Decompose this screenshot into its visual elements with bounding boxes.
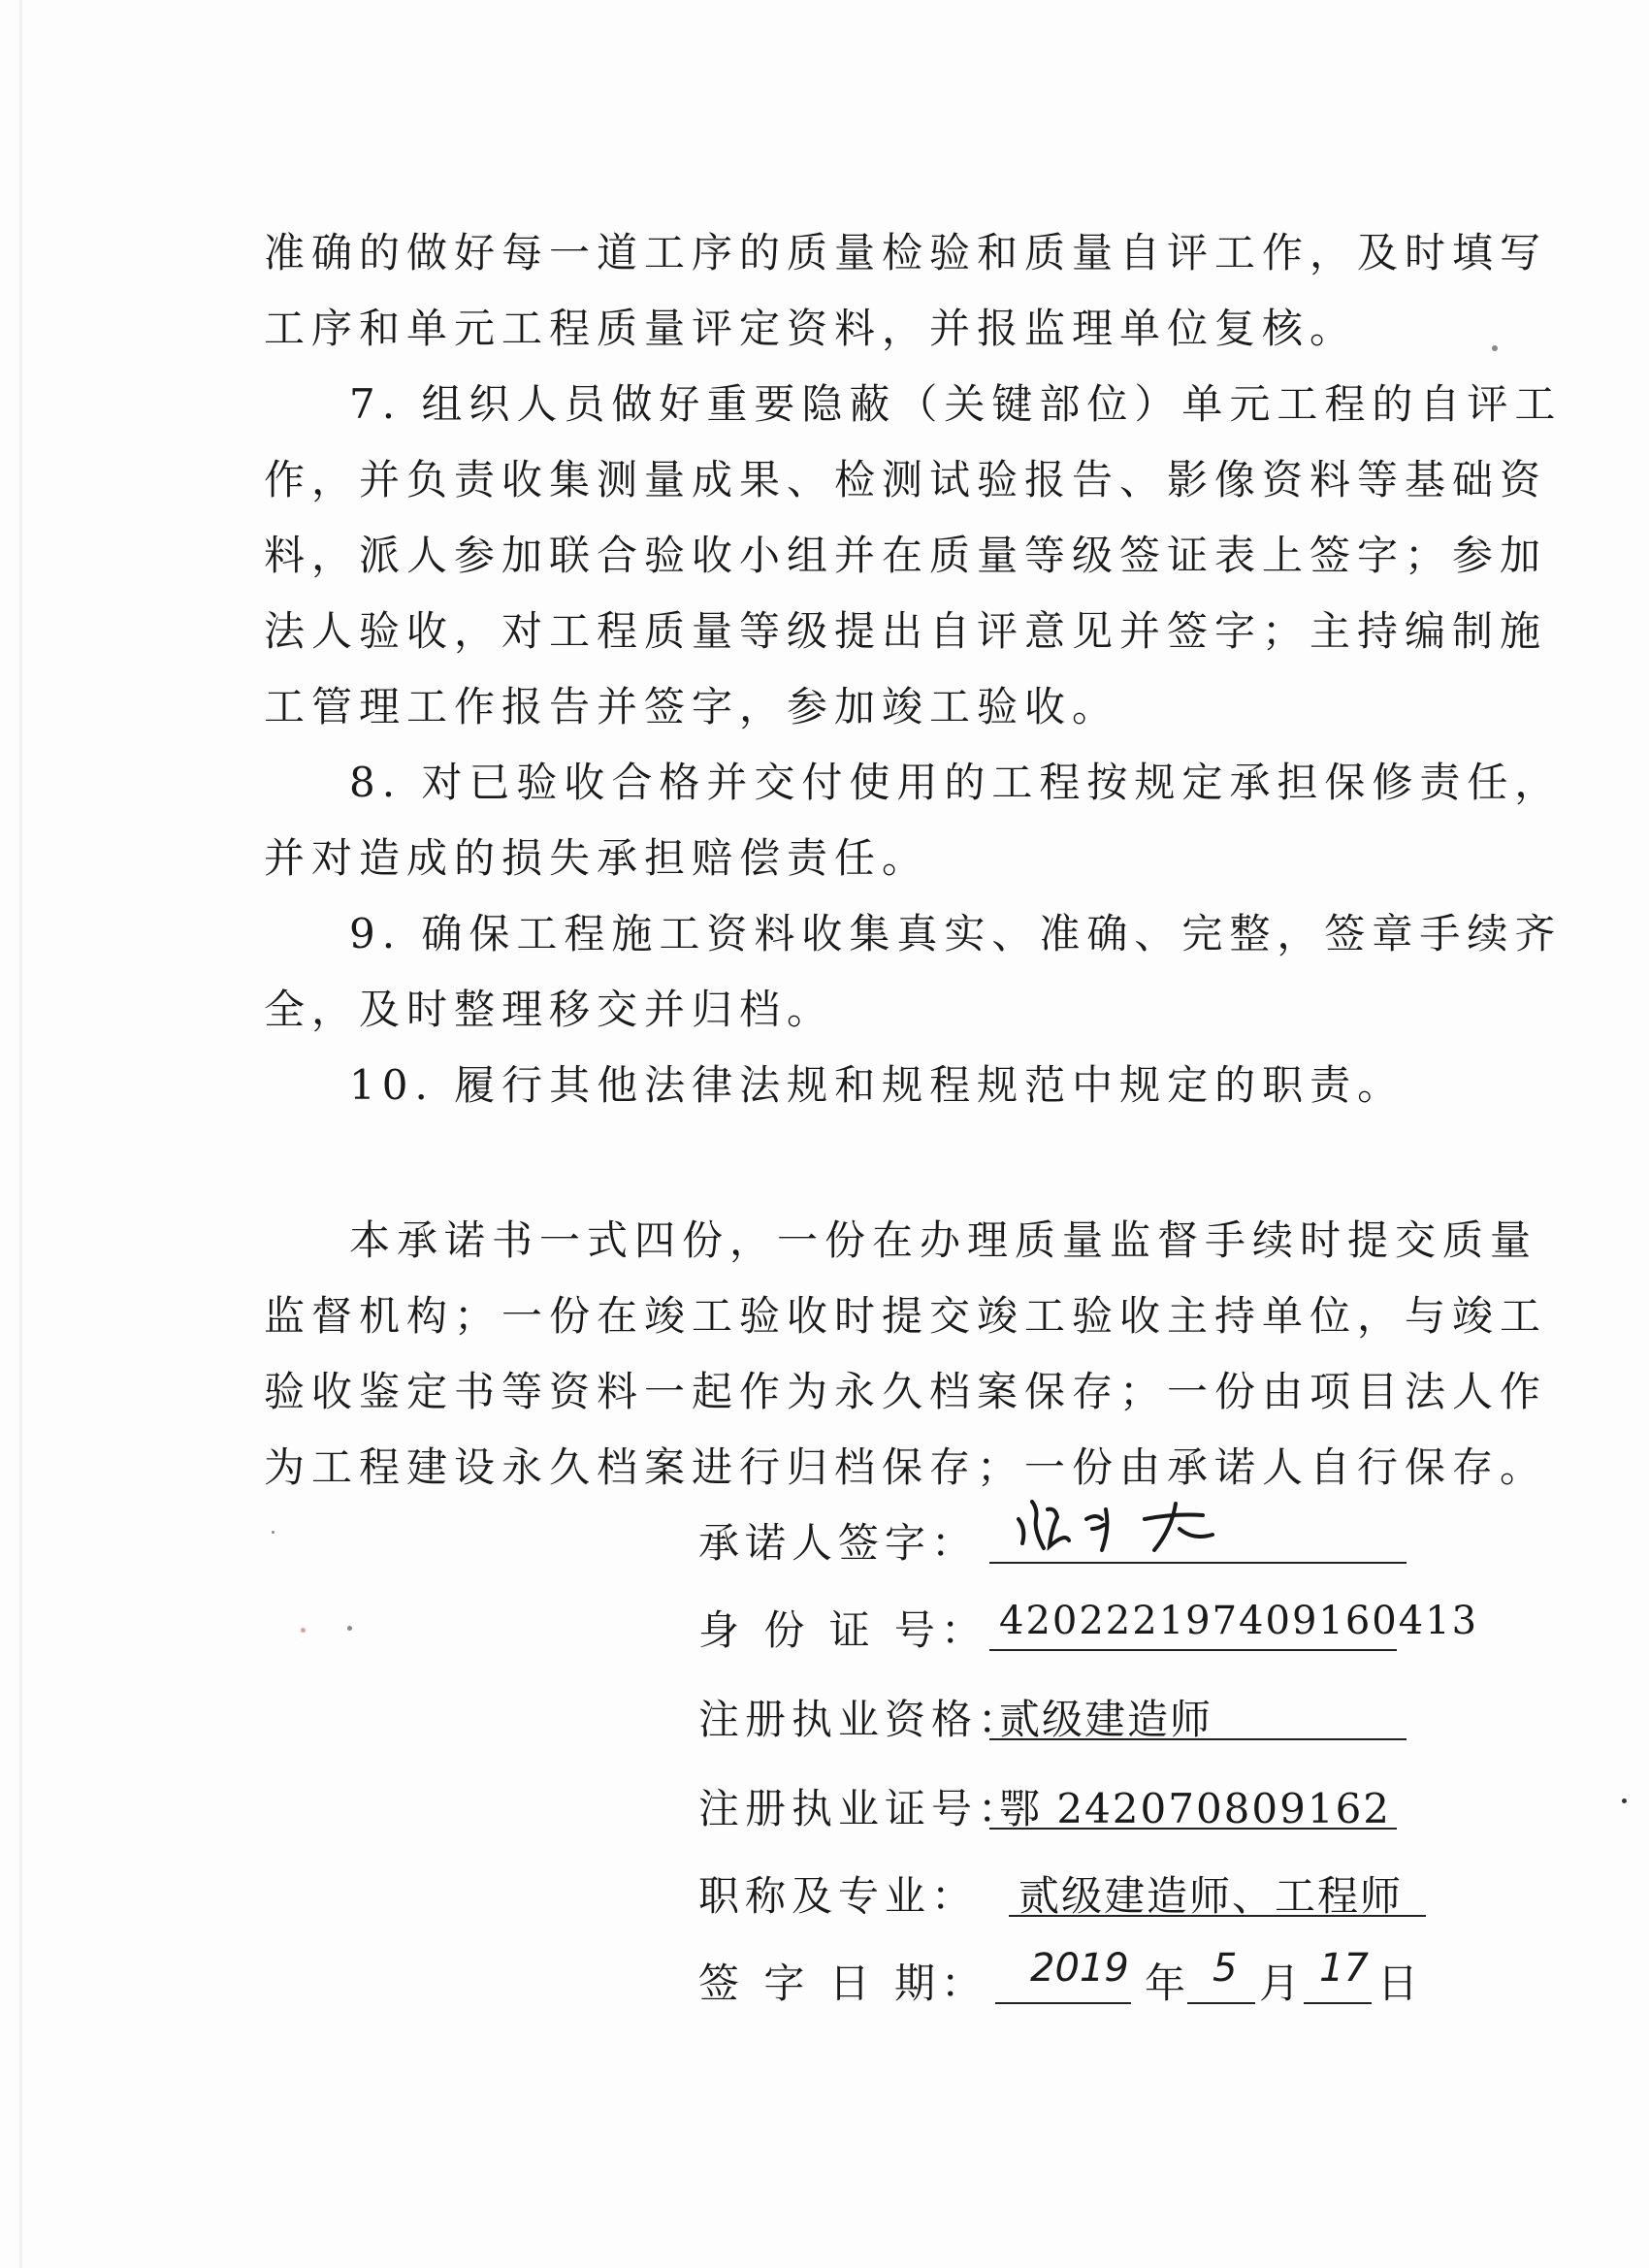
scan-edge	[19, 0, 22, 2268]
handwritten-signature	[1009, 1490, 1261, 1568]
scan-speck	[1622, 1798, 1627, 1803]
scan-speck	[347, 1626, 352, 1631]
text-line: 验收鉴定书等资料一起作为永久档案保存；一份由项目法人作	[264, 1368, 1548, 1415]
text-line: 作，并负责收集测量成果、检测试验报告、影像资料等基础资	[264, 456, 1548, 503]
date-month: 5	[1212, 1946, 1238, 1991]
text-line: 8. 对已验收合格并交付使用的工程按规定承担保修责任，	[349, 759, 1563, 806]
item-10	[264, 1048, 1408, 1123]
text-line: 为工程建设永久档案进行归档保存；一份由承诺人自行保存。	[264, 1443, 1548, 1491]
cert-number-label: 注册执业证号：	[698, 1785, 1025, 1832]
text-line: 准确的做好每一道工序的质量检验和质量自评工作，及时填写	[264, 229, 1548, 276]
scan-speck	[272, 1531, 275, 1534]
text-line: 7. 组织人员做好重要隐蔽（关键部位）单元工程的自评工	[349, 380, 1563, 428]
date-day: 17	[1319, 1946, 1369, 1991]
qualification-value: 贰级建造师	[989, 1688, 1406, 1740]
text-line: 料，派人参加联合验收小组并在质量等级签证表上签字；参加	[264, 532, 1548, 579]
qualification-label: 注册执业资格：	[698, 1696, 1025, 1743]
text-line: 工管理工作报告并签字，参加竣工验收。	[264, 683, 1120, 730]
year-unit: 年	[1145, 1960, 1186, 2007]
closing-paragraph	[264, 1203, 1548, 1506]
text-line: 全，及时整理移交并归档。	[264, 986, 835, 1033]
text-line: 并对造成的损失承担赔偿责任。	[264, 834, 930, 882]
text-line: 9. 确保工程施工资料收集真实、准确、完整，签章手续齐	[349, 910, 1563, 957]
id-number-label: 身 份 证 号：	[698, 1606, 988, 1654]
date-year: 2019	[1030, 1946, 1129, 1991]
scan-speck	[301, 1628, 306, 1633]
text-line: 监督机构；一份在竣工验收时提交竣工验收主持单位，与竣工	[264, 1292, 1548, 1340]
date-field	[698, 1946, 1419, 2020]
item-8	[264, 745, 1563, 896]
item-7	[264, 367, 1563, 745]
month-unit: 月	[1259, 1960, 1301, 2007]
paragraph-continuation	[264, 215, 1548, 367]
title-label: 职称及专业：	[698, 1872, 979, 1920]
title-value: 贰级建造师、工程师	[1009, 1864, 1426, 1917]
text-line: 工序和单元工程质量评定资料，并报监理单位复核。	[264, 305, 1358, 352]
day-unit: 日	[1377, 1960, 1419, 2007]
signer-signature	[989, 1511, 1406, 1564]
text-line: 法人验收，对工程质量等级提出自评意见并签字；主持编制施	[264, 607, 1548, 655]
text-line: 10. 履行其他法律法规和规程规范中规定的职责。	[349, 1061, 1406, 1109]
id-number-value: 420222197409160413	[989, 1599, 1397, 1651]
date-label: 签 字 日 期：	[698, 1960, 988, 2007]
signer-label: 承诺人签字：	[698, 1519, 979, 1567]
scan-speck	[1492, 345, 1498, 351]
item-9	[264, 896, 1563, 1048]
text-line: 本承诺书一式四份，一份在办理质量监督手续时提交质量	[349, 1216, 1538, 1264]
cert-number-value: 鄂 242070809162	[989, 1777, 1397, 1830]
